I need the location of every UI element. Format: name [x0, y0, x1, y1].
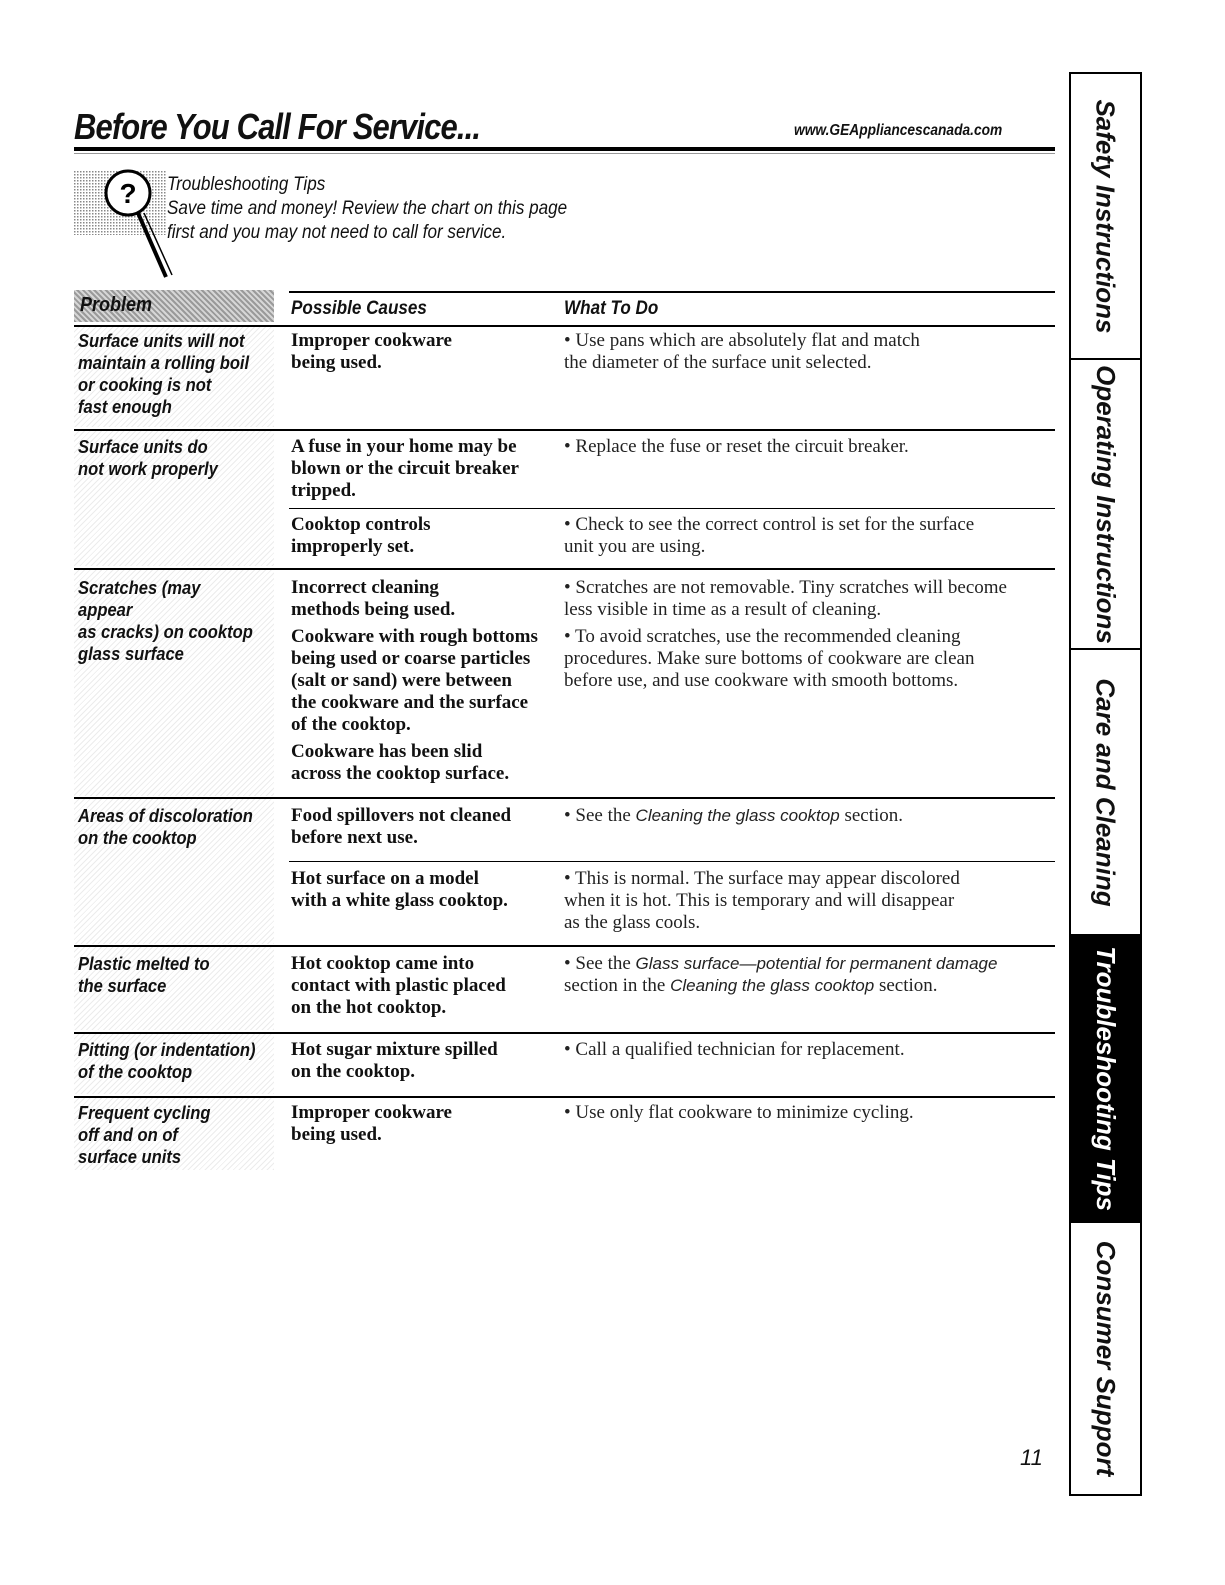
tips-text-line-2: first and you may not need to call for service.: [167, 222, 507, 243]
header-rule-top: [289, 291, 1055, 293]
cause-cell: Hot surface on a model with a white glass cooktop.: [291, 868, 508, 911]
todo-cell: • Use pans which are absolutely flat and match the diameter of the surface unit selected.: [564, 330, 920, 373]
problem-cell: Scratches (may appear as cracks) on cooktop glass surface: [78, 578, 253, 664]
todo-cell: • Check to see the correct control is set for the surface unit you are using.: [564, 514, 975, 557]
problem-cell: Surface units will not maintain a rolling boil or cooking is not fast enough: [78, 331, 250, 417]
section-sidebar: [1069, 72, 1142, 1496]
website-url[interactable]: www.GEAppliancescanada.com: [794, 122, 1003, 139]
todo-cell: • See the Glass surface—potential for permanent damage section in the Cleaning the glass cooktop section.: [564, 953, 998, 996]
cause-cell: A fuse in your home may be blown or the circuit breaker tripped.: [291, 436, 519, 501]
cause-cell: Cooktop controls improperly set.: [291, 514, 431, 557]
magnifier-question-icon: [74, 165, 174, 285]
problem-cell: Frequent cycling off and on of surface units: [78, 1103, 211, 1167]
todo-cell: • See the Cleaning the glass cooktop section.: [564, 805, 904, 826]
header-what-to-do: What To Do: [564, 298, 659, 319]
tab-troubleshooting-tips[interactable]: Troubleshooting Tips: [1071, 936, 1140, 1223]
problem-cell: Plastic melted to the surface: [78, 954, 210, 996]
tab-operating-instructions[interactable]: Operating Instructions: [1071, 360, 1140, 650]
cause-cell: Hot sugar mixture spilled on the cooktop.: [291, 1039, 498, 1082]
cause-cell: Improper cookware being used.: [291, 330, 452, 373]
tab-care-and-cleaning[interactable]: Care and Cleaning: [1071, 650, 1140, 936]
tab-consumer-support[interactable]: Consumer Support: [1091, 1240, 1122, 1477]
cause-cell: Improper cookware being used.: [291, 1102, 452, 1145]
entry-rule: [289, 861, 1055, 862]
svg-text:?: ?: [119, 178, 137, 209]
cause-cell: Food spillovers not cleaned before next use.: [291, 805, 512, 848]
todo-cell: • Call a qualified technician for replacement.: [564, 1039, 905, 1060]
cause-cell: Hot cooktop came into contact with plastic placed on the hot cooktop.: [291, 953, 506, 1018]
problem-cell: Areas of discoloration on the cooktop: [78, 806, 253, 848]
todo-cell: • To avoid scratches, use the recommended cleaning procedures. Make sure bottoms of cookware are clean before use, and use cookware with smooth bottoms.: [564, 626, 975, 691]
todo-cell: • Scratches are not removable. Tiny scratches will become less visible in time as a result of cleaning.: [564, 577, 1007, 620]
header-possible-causes: Possible Causes: [291, 298, 427, 319]
todo-cell: • Replace the fuse or reset the circuit breaker.: [564, 436, 909, 457]
todo-cell: • This is normal. The surface may appear discolored when it is hot. This is temporary and will disappear as the glass cools.: [564, 868, 960, 933]
tips-text-line-1: Save time and money! Review the chart on this page: [167, 198, 568, 219]
tips-heading: Troubleshooting Tips: [167, 174, 326, 195]
problem-cell: Pitting (or indentation) of the cooktop: [78, 1040, 256, 1082]
header-problem: Problem: [74, 290, 274, 322]
page-number: 11: [1020, 1445, 1043, 1470]
title-rule-thin: [74, 153, 1055, 154]
cause-cell: Incorrect cleaning methods being used.: [291, 577, 456, 620]
cause-cell: Cookware with rough bottoms being used or coarse particles (salt or sand) were between the cookware and the surface of the cooktop.: [291, 626, 538, 735]
entry-rule: [289, 508, 1055, 509]
todo-cell: • Use only flat cookware to minimize cycling.: [564, 1102, 914, 1123]
page-title: Before You Call For Service...: [74, 106, 481, 147]
cause-cell: Cookware has been slid across the cooktop surface.: [291, 741, 510, 784]
title-rule: [74, 147, 1055, 151]
tab-safety-instructions[interactable]: Safety Instructions: [1071, 74, 1140, 360]
problem-cell: Surface units do not work properly: [78, 437, 218, 479]
